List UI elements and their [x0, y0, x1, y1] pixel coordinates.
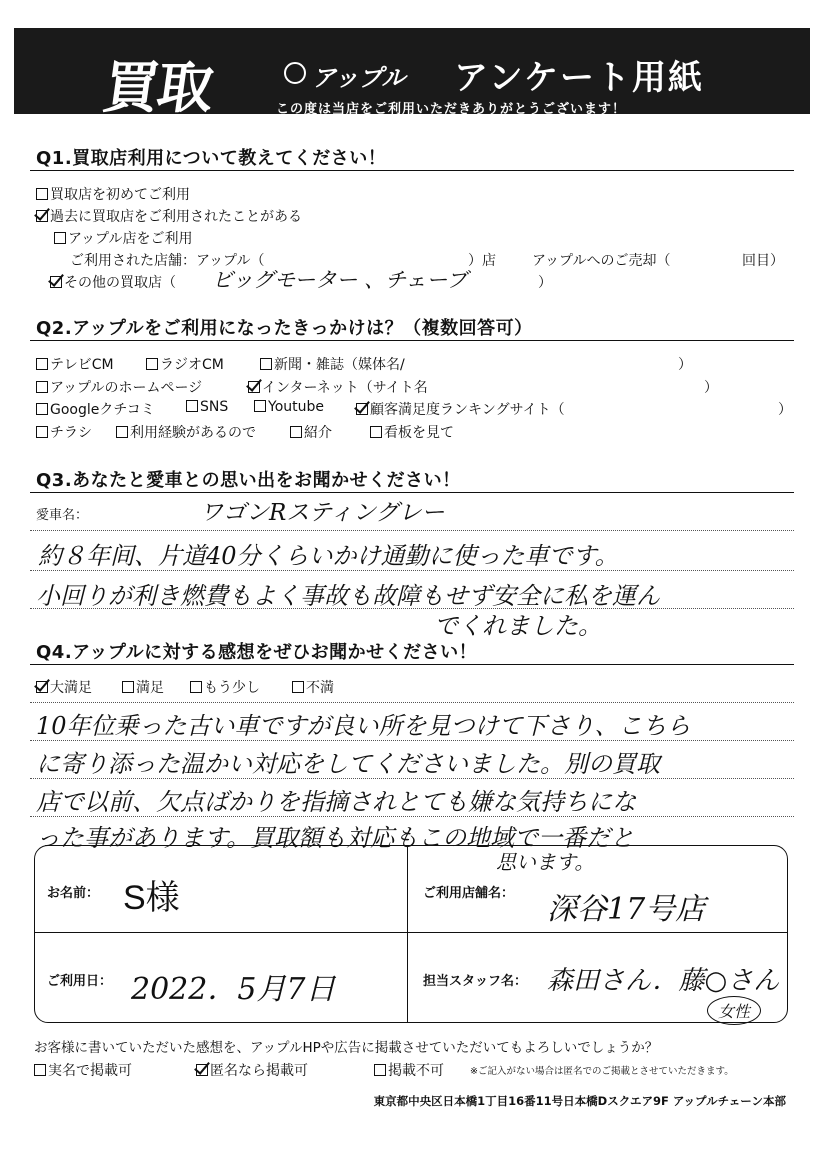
- q2-option-signboard[interactable]: 看板を見て: [370, 422, 454, 442]
- checkbox-icon[interactable]: [254, 400, 266, 412]
- q1-option-other-shop[interactable]: その他の買取店（: [50, 272, 176, 292]
- q2-title: Q2.アップルをご利用になったきっかけは？（複数回答可）: [36, 318, 533, 339]
- apple-logo-icon: [284, 62, 306, 84]
- q3-rule: [30, 608, 794, 609]
- checkbox-checked-icon[interactable]: [248, 381, 260, 393]
- checkbox-icon[interactable]: [146, 358, 158, 370]
- q3-title: Q3.あなたと愛車との思い出をお聞かせください！: [36, 470, 461, 491]
- q1-option-apple-store[interactable]: アップル店をご利用: [54, 228, 192, 248]
- checkbox-icon[interactable]: [186, 400, 198, 412]
- q2-option-sns[interactable]: SNS: [186, 399, 228, 415]
- checkbox-icon[interactable]: [36, 358, 48, 370]
- name-value: S様: [123, 879, 180, 917]
- q4-answer-line-4: った事があります。買取額も対応もこの地域で一番だと: [36, 824, 635, 852]
- q2-paren-close: ）: [678, 357, 692, 373]
- checkbox-checked-icon[interactable]: [196, 1064, 208, 1076]
- checkbox-icon[interactable]: [122, 681, 134, 693]
- consent-note: ※ご記入がない場合は匿名でのご掲載とさせていただきます。: [470, 1066, 734, 1077]
- thanks-message: この度は当店をご利用いただきありがとうございます！: [276, 102, 627, 117]
- apple-logo-text: アップル: [312, 64, 406, 92]
- staff-value: 森田さん．藤○さん: [547, 966, 780, 996]
- kaitori-logo: 買取: [98, 56, 216, 121]
- q2-option-internet[interactable]: インターネット（サイト名: [248, 377, 428, 397]
- checkbox-icon[interactable]: [34, 1064, 46, 1076]
- q3-divider: [30, 492, 794, 493]
- q1-divider: [30, 170, 794, 171]
- q4-answer-line-2: に寄り添った温かい対応をしてくださいました。別の買取: [36, 750, 660, 778]
- visit-date-value: 2022．5月7日: [131, 972, 336, 1007]
- q4-rule: [30, 816, 794, 817]
- q1-option-first-time[interactable]: 買取店を初めてご利用: [36, 184, 190, 204]
- checkbox-icon[interactable]: [116, 426, 128, 438]
- q3-rule: [30, 530, 794, 531]
- q3-answer-line-2: 小回りが利き燃費もよく事故も故障もせず安全に私を運ん: [36, 582, 660, 610]
- checkbox-icon[interactable]: [36, 426, 48, 438]
- checkbox-icon[interactable]: [54, 232, 66, 244]
- q2-option-newspaper[interactable]: 新聞・雑誌（媒体名/: [260, 354, 405, 374]
- q3-car-label: 愛車名：: [36, 508, 89, 523]
- store-name-label: ご利用店舗名：: [423, 886, 515, 901]
- q4-answer-line-1: 10年位乗った古い車ですが良い所を見つけて下さり、こちら: [36, 712, 691, 740]
- visit-date-label: ご利用日：: [47, 974, 113, 989]
- q4-option-so-so[interactable]: もう少し: [190, 677, 260, 697]
- consent-option-no[interactable]: 掲載不可: [374, 1060, 444, 1080]
- q4-option-dissatisfied[interactable]: 不満: [292, 677, 334, 697]
- checkbox-icon[interactable]: [292, 681, 304, 693]
- q2-option-experience[interactable]: 利用経験があるので: [116, 422, 256, 442]
- q3-answer-line-3: でくれました。: [434, 612, 602, 640]
- q3-answer-line-1: 約８年间、片道40分くらいかけ通勤に使った車です。: [38, 542, 619, 570]
- q2-option-ranking[interactable]: 顧客満足度ランキングサイト（: [356, 399, 565, 419]
- store-name-value: 深谷17号店: [547, 892, 706, 927]
- q2-option-google[interactable]: Googleクチコミ: [36, 399, 155, 419]
- q3-car-name: ワゴンRスティングレー: [200, 500, 445, 526]
- info-horizontal-divider: [35, 932, 787, 933]
- q4-answer-line-3: 店で以前、欠点ばかりを指摘されとても嫌な気持ちにな: [36, 788, 636, 816]
- checkbox-icon[interactable]: [190, 681, 202, 693]
- footer-address: 東京都中央区日本橋1丁目16番11号日本橋Dスクエア9F アップルチェーン本部: [373, 1094, 786, 1108]
- staff-note: 女性: [707, 996, 761, 1025]
- q2-divider: [30, 340, 794, 341]
- q1-visit-suffix: 回目）: [742, 253, 784, 269]
- checkbox-icon[interactable]: [374, 1064, 386, 1076]
- consent-option-anonymous[interactable]: 匿名なら掲載可: [196, 1060, 308, 1080]
- checkbox-icon[interactable]: [370, 426, 382, 438]
- checkbox-checked-icon[interactable]: [36, 210, 48, 222]
- q2-option-tv[interactable]: テレビCM: [36, 354, 114, 374]
- q1-visit-label: アップルへのご売却（: [532, 253, 671, 269]
- q1-other-answer: ビッグモーター 、チェーブ: [212, 268, 468, 292]
- checkbox-checked-icon[interactable]: [50, 276, 62, 288]
- q2-option-radio[interactable]: ラジオCM: [146, 354, 224, 374]
- q1-store-suffix: ）店: [468, 253, 496, 269]
- checkbox-checked-icon[interactable]: [36, 681, 48, 693]
- q4-option-satisfied[interactable]: 満足: [122, 677, 164, 697]
- q1-store-label: ご利用された店舗：アップル（: [70, 253, 265, 269]
- checkbox-icon[interactable]: [260, 358, 272, 370]
- q4-option-very-satisfied[interactable]: 大満足: [36, 677, 92, 697]
- q2-option-flyer[interactable]: チラシ: [36, 422, 92, 442]
- q4-rule: [30, 740, 794, 741]
- checkbox-icon[interactable]: [290, 426, 302, 438]
- consent-option-real-name[interactable]: 実名で掲載可: [34, 1060, 132, 1080]
- q4-title: Q4.アップルに対する感想をぜひお聞かせください！: [36, 642, 478, 663]
- name-label: お名前：: [47, 886, 100, 901]
- checkbox-checked-icon[interactable]: [356, 403, 368, 415]
- q4-rule: [30, 702, 794, 703]
- survey-title: アンケート用紙: [454, 58, 704, 98]
- customer-info-box: [34, 845, 788, 1023]
- q2-paren-close: ）: [704, 380, 718, 396]
- q4-answer-line-5: 思います。: [496, 850, 595, 874]
- q2-option-homepage[interactable]: アップルのホームページ: [36, 377, 202, 397]
- q2-paren-close: ）: [778, 402, 792, 418]
- q3-rule: [30, 570, 794, 571]
- q2-option-youtube[interactable]: Youtube: [254, 399, 324, 415]
- q4-divider: [30, 664, 794, 665]
- checkbox-icon[interactable]: [36, 188, 48, 200]
- q1-option-used-before[interactable]: 過去に買取店をご利用されたことがある: [36, 206, 302, 226]
- header-banner: [14, 28, 810, 121]
- checkbox-icon[interactable]: [36, 403, 48, 415]
- q4-rule: [30, 778, 794, 779]
- q1-title: Q1.買取店利用について教えてください！: [36, 148, 387, 169]
- staff-label: 担当スタッフ名：: [423, 974, 528, 989]
- q1-other-close: ）: [538, 275, 552, 291]
- q2-option-referral[interactable]: 紹介: [290, 422, 332, 442]
- consent-question: お客様に書いていただいた感想を、アップルHPや広告に掲載させていただいてもよろしいでしょうか？: [34, 1040, 659, 1056]
- info-vertical-divider: [407, 846, 408, 1022]
- checkbox-icon[interactable]: [36, 381, 48, 393]
